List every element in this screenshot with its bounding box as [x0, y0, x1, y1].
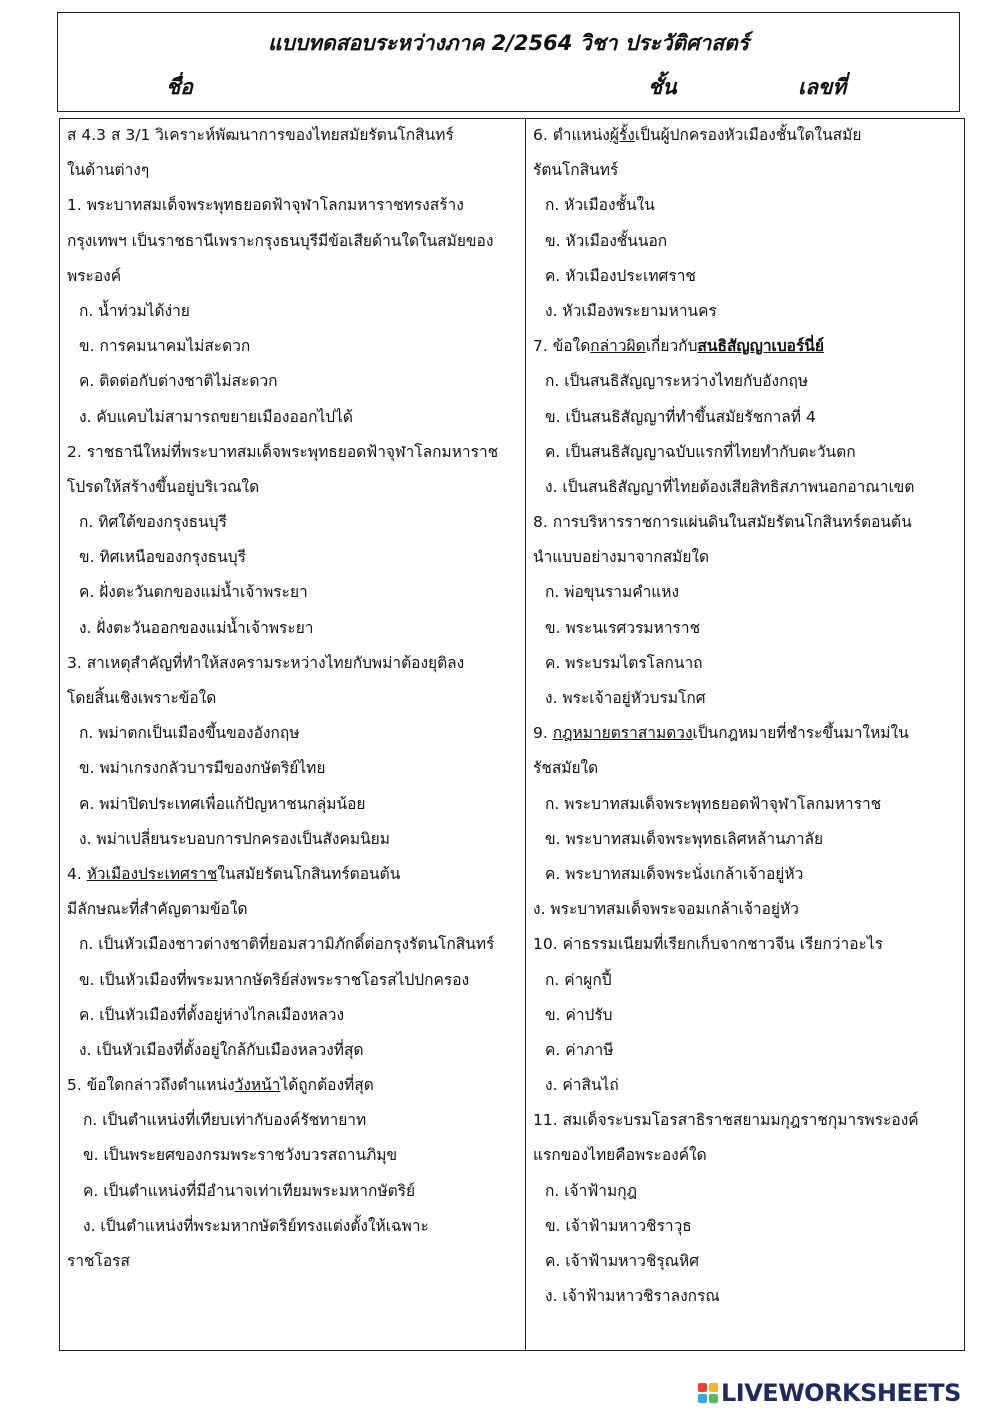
- q1-stem-1: 1. พระบาทสมเด็จพระพุทธยอดฟ้าจุฬาโลกมหาราชทรงสร้าง: [67, 196, 464, 215]
- q6-stem-2: รัตนโกสินทร์: [533, 161, 619, 180]
- q2-stem-1: 2. ราชธานีใหม่ที่พระบาทสมเด็จพระพุทธยอดฟ้าจุฬาโลกมหาราช: [67, 442, 499, 461]
- q2-stem-2: โปรดให้สร้างขึ้นอยู่บริเวณใด: [67, 477, 260, 496]
- logo-tile-blue: [698, 1394, 707, 1403]
- q9-option-d[interactable]: ง. พระบาทสมเด็จพระจอมเกล้าเจ้าอยู่หัว: [533, 900, 799, 919]
- q6-stem-1: [533, 118, 961, 153]
- logo-text: LIVEWORKSHEETS: [721, 1379, 961, 1407]
- q10-option-b[interactable]: ข. ค่าปรับ: [545, 1005, 613, 1024]
- q4-option-b[interactable]: ข. เป็นหัวเมืองที่พระมหากษัตริย์ส่งพระราชโอรสไปปกครอง: [79, 970, 470, 989]
- q9-stem-1: [533, 716, 961, 751]
- q5-option-d[interactable]: ง. เป็นตำแหน่งที่พระมหากษัตริย์ทรงแต่งตั้งให้เฉพาะ: [83, 1216, 429, 1235]
- q1-stem-2: กรุงเทพฯ เป็นราชธานีเพราะกรุงธนบุรีมีข้อเสียด้านใดในสมัยของ: [67, 231, 494, 250]
- q3-stem-2: โดยสิ้นเชิงเพราะข้อใด: [67, 689, 217, 707]
- q11-option-a[interactable]: ก. เจ้าฟ้ามกุฎ: [545, 1181, 638, 1200]
- q9-option-a[interactable]: ก. พระบาทสมเด็จพระพุทธยอดฟ้าจุฬาโลกมหาราช: [545, 794, 882, 813]
- q4-stem-1: [67, 857, 523, 892]
- q9-stem-2: รัชสมัยใด: [533, 759, 599, 778]
- left-column: [67, 118, 523, 1279]
- q2-option-b[interactable]: ข. ทิศเหนือของกรุงธนบุรี: [79, 548, 246, 567]
- q4-option-a[interactable]: ก. เป็นหัวเมืองชาวต่างชาติที่ยอมสวามิภักดิ์ต่อกรุงรัตนโกสินทร์: [79, 935, 495, 954]
- q11-option-c[interactable]: ค. เจ้าฟ้ามหาวชิรุณหิศ: [545, 1252, 700, 1270]
- q11-stem-1: 11. สมเด็จระบรมโอรสาธิราชสยามมกุฎราชกุมารพระองค์: [533, 1111, 919, 1130]
- q6-option-b[interactable]: ข. หัวเมืองชั้นนอก: [545, 231, 668, 250]
- q7-option-b[interactable]: ข. เป็นสนธิสัญญาที่ทำขึ้นสมัยรัชกาลที่ 4: [545, 407, 816, 426]
- q7-option-c[interactable]: ค. เป็นสนธิสัญญาฉบับแรกที่ไทยทำกับตะวันตก: [545, 442, 856, 461]
- q5-stem-1: [67, 1068, 523, 1103]
- q3-stem-1: 3. สาเหตุสำคัญที่ทำให้สงครามระหว่างไทยกับพม่าต้องยุติลง: [67, 653, 465, 672]
- q1-option-d[interactable]: ง. คับแคบไม่สามารถขยายเมืองออกไปได้: [79, 407, 353, 426]
- q4-option-c[interactable]: ค. เป็นหัวเมืองที่ตั้งอยู่ห่างไกลเมืองหลวง: [79, 1005, 345, 1024]
- q5-option-b[interactable]: ข. เป็นพระยศของกรมพระราชวังบวรสถานภิมุข: [83, 1146, 398, 1165]
- q7-keyword: กล่าวผิด: [590, 337, 646, 356]
- q8-stem-1: 8. การบริหารราชการแผ่นดินในสมัยรัตนโกสินทร์ตอนต้น: [533, 513, 912, 532]
- q7-middle: เกี่ยวกับ: [645, 337, 698, 356]
- q9-option-b[interactable]: ข. พระบาทสมเด็จพระพุทธเลิศหล้านภาลัย: [545, 829, 824, 848]
- logo-tile-red: [698, 1383, 707, 1392]
- q6-prefix: 6. ตำแหน่ง: [533, 126, 610, 144]
- q6-option-c[interactable]: ค. หัวเมืองประเทศราช: [545, 266, 696, 285]
- q8-option-d[interactable]: ง. พระเจ้าอยู่หัวบรมโกศ: [545, 689, 706, 707]
- q4-suffix: ในสมัยรัตนโกสินทร์ตอนต้น: [217, 864, 401, 883]
- q7-option-a[interactable]: ก. เป็นสนธิสัญญาระหว่างไทยกับอังกฤษ: [545, 372, 809, 391]
- q6-option-d[interactable]: ง. หัวเมืองพระยามหานคร: [545, 301, 717, 320]
- q3-option-d[interactable]: ง. พม่าเปลี่ยนระบอบการปกครองเป็นสังคมนิยม: [79, 829, 390, 848]
- q7-prefix: 7. ข้อใด: [533, 337, 591, 356]
- q3-option-a[interactable]: ก. พม่าตกเป็นเมืองขึ้นของอังกฤษ: [79, 724, 300, 743]
- q2-option-c[interactable]: ค. ฝั่งตะวันตกของแม่น้ำเจ้าพระยา: [79, 583, 308, 602]
- q8-stem-2: นำแบบอย่างมาจากสมัยใด: [533, 548, 710, 567]
- q3-option-c[interactable]: ค. พม่าปิดประเทศเพื่อแก้ปัญหาชนกลุ่มน้อย: [79, 794, 366, 813]
- q5-option-a[interactable]: ก. เป็นตำแหน่งที่เทียบเท่ากับองค์รัชทายาท: [83, 1111, 367, 1130]
- q9-keyword: กฎหมายตราสามดวง: [552, 724, 693, 743]
- q11-stem-2: แรกของไทยคือพระองค์ใด: [533, 1146, 707, 1165]
- q10-option-d[interactable]: ง. ค่าสินไถ่: [545, 1076, 619, 1095]
- q5-prefix: 5. ข้อใดกล่าวถึงตำแหน่ง: [67, 1076, 235, 1095]
- q8-option-a[interactable]: ก. พ่อขุนรามคำแหง: [545, 583, 680, 602]
- q1-option-b[interactable]: ข. การคมนาคมไม่สะดวก: [79, 337, 251, 356]
- q2-option-a[interactable]: ก. ทิศใต้ของกรุงธนบุรี: [79, 513, 227, 532]
- q6-option-a[interactable]: ก. หัวเมืองชั้นใน: [545, 196, 655, 215]
- header-box: [57, 12, 960, 112]
- q10-stem-1: 10. ค่าธรรมเนียมที่เรียกเก็บจากชาวจีน เรียกว่าอะไร: [533, 935, 883, 954]
- q3-option-b[interactable]: ข. พม่าเกรงกลัวบารมีของกษัตริย์ไทย: [79, 759, 326, 778]
- q5-option-d-wrap: ราชโอรส: [67, 1252, 130, 1270]
- q5-suffix: ได้ถูกต้องที่สุด: [280, 1076, 374, 1095]
- logo-tiles-icon: [698, 1383, 718, 1403]
- right-column: [533, 118, 961, 1314]
- liveworksheets-logo: [698, 1380, 961, 1406]
- page-title: แบบทดสอบระหว่างภาค 2/2564 วิชา ประวัติศาสตร์: [267, 31, 750, 55]
- q11-option-d[interactable]: ง. เจ้าฟ้ามหาวชิราลงกรณ: [545, 1287, 720, 1306]
- q4-prefix: 4.: [67, 864, 87, 883]
- q10-option-c[interactable]: ค. ค่าภาษี: [545, 1040, 614, 1059]
- logo-tile-green: [709, 1394, 718, 1403]
- class-label: ชั้น: [648, 75, 677, 99]
- logo-tile-yellow: [709, 1383, 718, 1392]
- q9-prefix: 9.: [533, 724, 553, 743]
- q8-option-c[interactable]: ค. พระบรมไตรโลกนาถ: [545, 653, 703, 672]
- q11-option-b[interactable]: ข. เจ้าฟ้ามหาวชิราวุธ: [545, 1216, 692, 1235]
- q4-stem-2: มีลักษณะที่สำคัญตามข้อใด: [67, 900, 248, 919]
- name-label: ชื่อ: [166, 75, 193, 99]
- q9-suffix: เป็นกฎหมายที่ชำระขึ้นมาใหม่ใน: [692, 724, 909, 743]
- standard-line-2: ในด้านต่างๆ: [67, 161, 150, 180]
- number-label: เลขที่: [798, 75, 847, 99]
- q9-option-c[interactable]: ค. พระบาทสมเด็จพระนั่งเกล้าเจ้าอยู่หัว: [545, 864, 804, 883]
- q5-option-c[interactable]: ค. เป็นตำแหน่งที่มีอำนาจเท่าเทียมพระมหากษัตริย์: [83, 1181, 416, 1200]
- q1-option-a[interactable]: ก. น้ำท่วมได้ง่าย: [79, 301, 190, 320]
- standard-line-1: ส 4.3 ส 3/1 วิเคราะห์พัฒนาการของไทยสมัยรัตนโกสินทร์: [67, 126, 454, 144]
- q7-stem-1: [533, 329, 961, 364]
- column-divider: [525, 118, 526, 1351]
- q4-keyword: หัวเมืองประเทศราช: [86, 864, 218, 883]
- q6-suffix: เป็นผู้ปกครองหัวเมืองชั้นใดในสมัย: [634, 126, 862, 144]
- q8-option-b[interactable]: ข. พระนเรศวรมหาราช: [545, 618, 701, 637]
- q7-option-d[interactable]: ง. เป็นสนธิสัญญาที่ไทยต้องเสียสิทธิสภาพนอกอาณาเขต: [545, 477, 915, 496]
- q2-option-d[interactable]: ง. ฝั่งตะวันออกของแม่น้ำเจ้าพระยา: [79, 618, 314, 637]
- q1-option-c[interactable]: ค. ติดต่อกับต่างชาติไม่สะดวก: [79, 372, 278, 391]
- q6-keyword: ผู้รั้ง: [609, 126, 635, 144]
- q7-treaty: สนธิสัญญาเบอร์นี่ย์: [697, 337, 824, 356]
- q1-stem-3: พระองค์: [67, 266, 122, 285]
- q10-option-a[interactable]: ก. ค่าผูกปี้: [545, 970, 612, 989]
- q5-keyword: วังหน้า: [234, 1076, 281, 1095]
- q4-option-d[interactable]: ง. เป็นหัวเมืองที่ตั้งอยู่ใกล้กับเมืองหลวงที่สุด: [79, 1040, 364, 1059]
